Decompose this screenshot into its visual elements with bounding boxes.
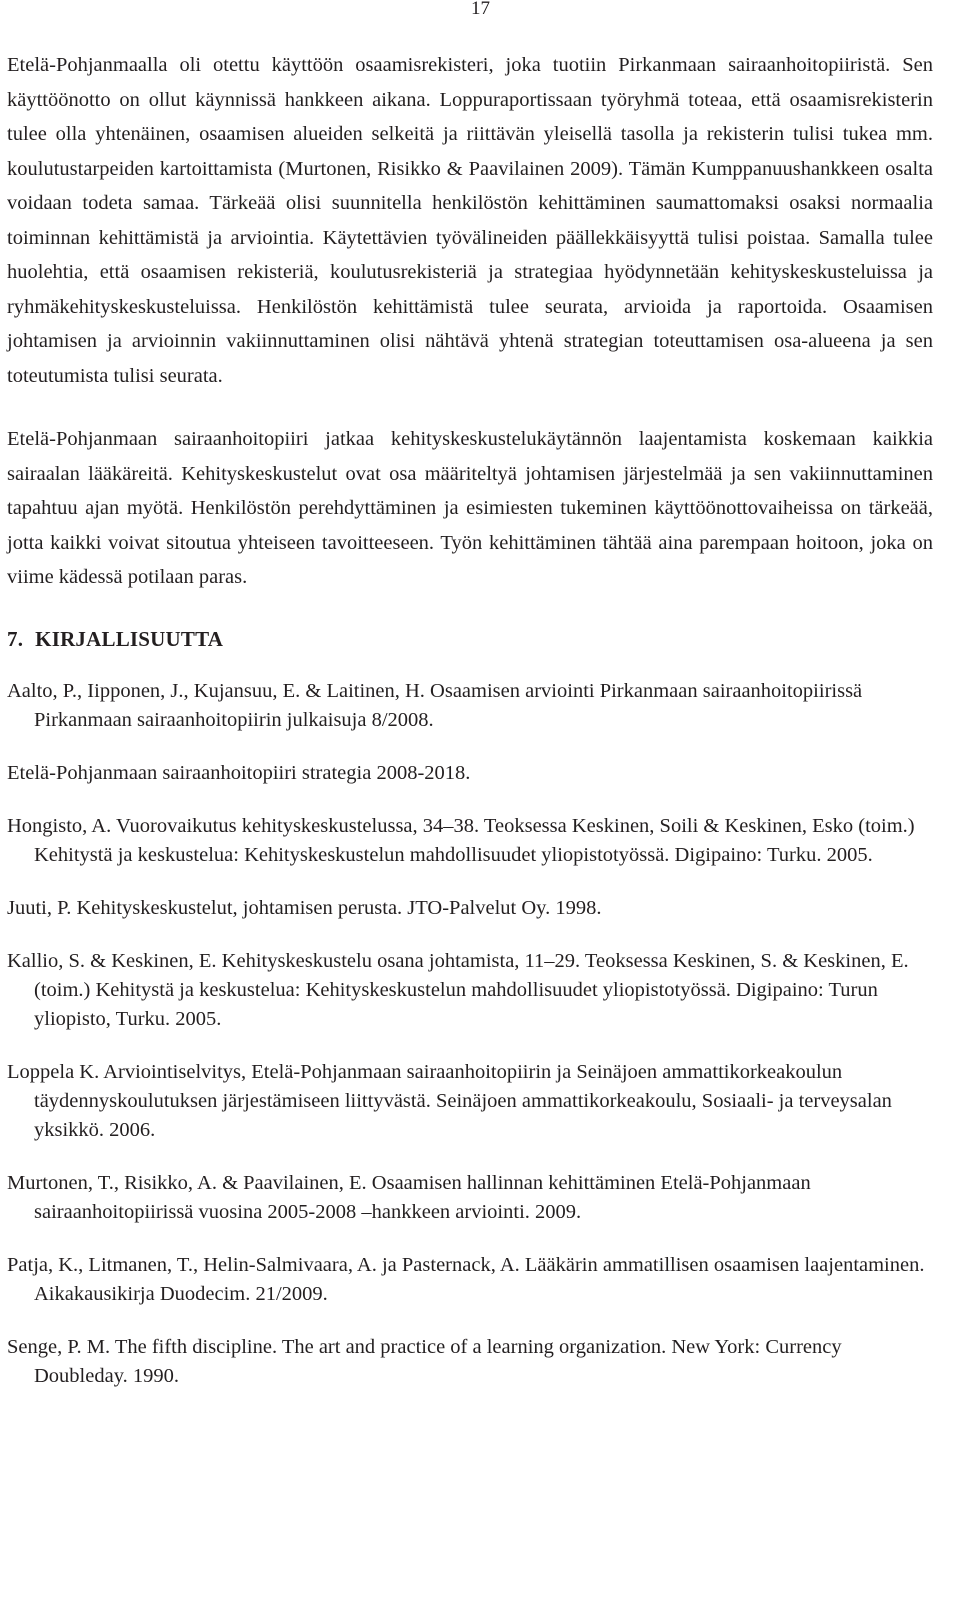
reference-item: Hongisto, A. Vuorovaikutus kehityskeskustelussa, 34–38. Teoksessa Keskinen, Soili & Keskinen, Esko (toim.) Kehitystä ja keskustelua: Kehityskeskustelun mahdollisuudet yliopistotyössä. Digipaino: Turku. 2005. [7, 814, 915, 866]
section-title: KIRJALLISUUTTA [35, 626, 224, 651]
section-number: 7. [7, 626, 24, 651]
reference-item: Patja, K., Litmanen, T., Helin-Salmivaara, A. ja Pasternack, A. Lääkärin ammatillisen osaamisen laajentaminen. Aikakausikirja Duodecim. 21/2009. [7, 1253, 925, 1305]
reference-item: Kallio, S. & Keskinen, E. Kehityskeskustelu osana johtamista, 11–29. Teoksessa Keskinen, S. & Keskinen, E. (toim.) Kehitystä ja keskustelua: Kehityskeskustelun mahdollisuudet yliopistotyössä. Digipaino: Turun yliopisto, Turku. 2005. [7, 949, 909, 1030]
reference-item: Murtonen, T., Risikko, A. & Paavilainen, E. Osaamisen hallinnan kehittäminen Etelä-Pohjanmaan sairaanhoitopiirissä vuosina 2005-2008 –hankkeen arviointi. 2009. [7, 1171, 811, 1223]
page-content [7, 48, 933, 1415]
reference-item: Senge, P. M. The fifth discipline. The art and practice of a learning organization. New York: Currency Doubleday. 1990. [7, 1335, 842, 1387]
reference-item: Loppela K. Arviointiselvitys, Etelä-Pohjanmaan sairaanhoitopiirin ja Seinäjoen ammattikorkeakoulun täydennyskoulutuksen järjestämiseen liittyvästä. Seinäjoen ammattikorkeakoulu, Sosiaali- ja terveysalan yksikkö. 2006. [7, 1060, 892, 1141]
body-paragraph-1: Etelä-Pohjanmaalla oli otettu käyttöön osaamisrekisteri, joka tuotiin Pirkanmaan sairaanhoitopiiristä. Sen käyttöönotto on ollut käynnissä hankkeen aikana. Loppuraportissaan työryhmä toteaa, että osaamisrekisterin tulee olla yhtenäinen, osaamisen alueiden selkeitä ja riittävän yleisellä tasolla ja rekisterin tulisi tukea mm. koulutustarpeiden kartoittamista (Murtonen, Risikko & Paavilainen 2009). Tämän Kumppanuushankkeen osalta voidaan todeta samaa. Tärkeää olisi suunnitella henkilöstön kehittäminen saumattomaksi osaksi normaalia toiminnan kehittämistä ja arviointia. Käytettävien työvälineiden päällekkäisyyttä tulisi poistaa. Samalla tulee huolehtia, että osaamisen rekisteriä, koulutusrekisteriä ja strategiaa hyödynnetään kehityskeskusteluissa ja ryhmäkehityskeskusteluissa. Henkilöstön kehittämistä tulee seurata, arvioida ja raportoida. Osaamisen johtamisen ja arvioinnin vakiinnuttaminen olisi nähtävä yhtenä strategian toteuttamisen osa-alueena ja sen toteutumista tulisi seurata. [7, 54, 933, 387]
section-heading [7, 624, 933, 654]
reference-item: Juuti, P. Kehityskeskustelut, johtamisen perusta. JTO-Palvelut Oy. 1998. [7, 896, 602, 919]
body-paragraph-2: Etelä-Pohjanmaan sairaanhoitopiiri jatkaa kehityskeskustelukäytännön laajentamista koskemaan kaikkia sairaalan lääkäreitä. Kehityskeskustelut ovat osa määriteltyä johtamisen järjestelmää ja sen vakiinnuttaminen tapahtuu ajan myötä. Henkilöstön perehdyttäminen ja esimiesten tukeminen käyttöönottovaiheissa on tärkeää, jotta kaikki voivat sitoutua yhteiseen tavoitteeseen. Työn kehittäminen tähtää aina parempaan hoitoon, joka on viime kädessä potilaan paras. [7, 428, 933, 588]
page-number: 17 [471, 0, 490, 19]
reference-item: Etelä-Pohjanmaan sairaanhoitopiiri strategia 2008-2018. [7, 761, 471, 784]
reference-list [7, 677, 933, 1391]
reference-item: Aalto, P., Iipponen, J., Kujansuu, E. & Laitinen, H. Osaamisen arviointi Pirkanmaan sairaanhoitopiirissä Pirkanmaan sairaanhoitopiirin julkaisuja 8/2008. [7, 679, 863, 731]
